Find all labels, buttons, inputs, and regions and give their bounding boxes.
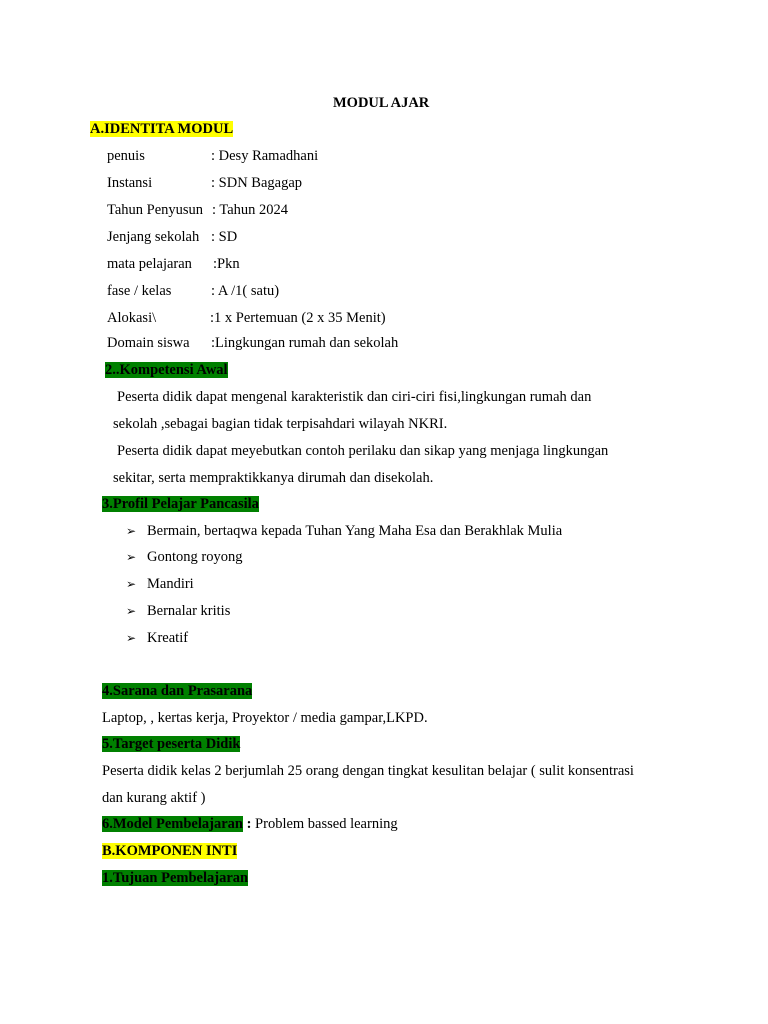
identity-label: fase / kelas [107,283,172,299]
section-b-label: B.KOMPONEN INTI [102,843,238,859]
identity-row [107,255,192,273]
identity-value: : Desy Ramadhani [211,148,319,164]
profil-item: Bermain, bertaqwa kepada Tuhan Yang Maha Esa dan Berakhlak Mulia [147,523,563,539]
identity-label: Jenjang sekolah [107,229,200,245]
target-line: Peserta didik kelas 2 berjumlah 25 orang dengan tingkat kesulitan belajar ( sulit konsentrasi [102,763,634,779]
kompetensi-heading [105,361,228,379]
arrow-bullet-icon: ➢ [126,631,137,645]
identity-row [107,309,156,327]
identity-label: Alokasi\ [107,310,157,326]
profil-item: Bernalar kritis [147,603,231,619]
identity-row [107,228,199,246]
profil-item: Gontong royong [147,549,243,565]
model-separator: : [242,816,252,832]
tujuan-label: 1.Tujuan Pembelajaran [102,870,249,886]
section-a-label: A.IDENTITA MODUL [90,121,234,137]
identity-value: : SD [211,229,238,245]
target-label: 5.Target peserta Didik [102,736,241,752]
identity-row [107,334,190,352]
identity-value: :Pkn [213,256,240,272]
kompetensi-line: sekolah ,sebagai bagian tidak terpisahdari wilayah NKRI. [113,416,448,432]
identity-row [107,147,145,165]
identity-value: : SDN Bagagap [211,175,303,191]
model-heading: 6.Model Pembelajaran [102,816,243,832]
section-b-heading [102,842,237,860]
section-a-heading [90,120,233,138]
arrow-bullet-icon: ➢ [126,577,137,591]
sarana-text: Laptop, , kertas kerja, Proyektor / media gampar,LKPD. [102,710,428,726]
identity-value: : Tahun 2024 [212,202,289,218]
arrow-bullet-icon: ➢ [126,604,137,618]
identity-label: Instansi [107,175,153,191]
target-heading [102,735,240,753]
sarana-label: 4.Sarana dan Prasarana [102,683,253,699]
kompetensi-line: Peserta didik dapat meyebutkan contoh perilaku dan sikap yang menjaga lingkungan [117,443,609,459]
identity-value: : A /1( satu) [211,283,280,299]
profil-item: Mandiri [147,576,194,592]
identity-label: penuis [107,148,145,164]
model-value: Problem bassed learning [251,816,398,832]
kompetensi-label: 2..Kompetensi Awal [105,362,228,378]
identity-row [107,201,203,219]
target-line: dan kurang aktif ) [102,790,206,806]
identity-label: Tahun Penyusun [107,202,204,218]
identity-label: mata pelajaran [107,256,192,272]
kompetensi-line: Peserta didik dapat mengenal karakteristik dan ciri-ciri fisi,lingkungan rumah dan [117,389,592,405]
sarana-heading [102,682,252,700]
profil-item: Kreatif [147,630,189,646]
arrow-bullet-icon: ➢ [126,550,137,564]
identity-row [107,174,152,192]
kompetensi-line: sekitar, serta mempraktikkanya dirumah dan disekolah. [113,470,434,486]
tujuan-heading [102,869,248,887]
profil-label: 3.Profil Pelajar Pancasila [102,496,259,512]
identity-row [107,282,171,300]
identity-value: :Lingkungan rumah dan sekolah [211,335,399,351]
identity-value: :1 x Pertemuan (2 x 35 Menit) [210,310,386,326]
profil-heading [102,495,259,513]
identity-label: Domain siswa [107,335,190,351]
arrow-bullet-icon: ➢ [126,524,137,538]
model-row [102,815,398,833]
document-title: MODUL AJAR [333,95,430,111]
